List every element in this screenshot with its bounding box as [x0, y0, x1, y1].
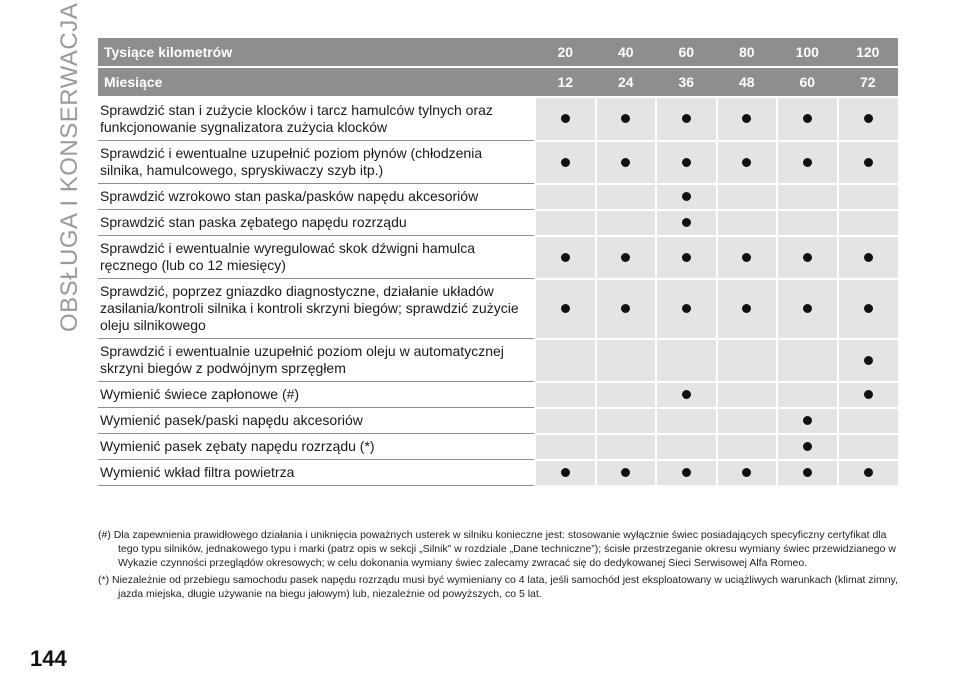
- header-km-label: Tysiące kilometrów: [98, 38, 535, 67]
- scheduled-dot-icon: [864, 253, 873, 262]
- interval-cell: [777, 339, 838, 382]
- interval-cell: [535, 339, 596, 382]
- table-row: [98, 184, 898, 210]
- interval-cell: [717, 236, 778, 279]
- header-row-months: [98, 67, 898, 97]
- scheduled-dot-icon: [621, 158, 630, 167]
- interval-cell: [535, 434, 596, 460]
- scheduled-dot-icon: [803, 442, 812, 451]
- interval-cell: [777, 141, 838, 184]
- section-side-title: [52, 2, 88, 332]
- task-description: Sprawdzić wzrokowo stan paska/pasków napędu akcesoriów: [98, 184, 535, 210]
- table-row: [98, 460, 898, 486]
- task-description: Wymienić pasek zębaty napędu rozrządu (*): [98, 434, 535, 460]
- maintenance-schedule-table: [98, 38, 898, 487]
- scheduled-dot-icon: [682, 468, 691, 477]
- table-row: [98, 382, 898, 408]
- interval-cell: [596, 141, 657, 184]
- interval-cell: [535, 460, 596, 486]
- interval-cell: [717, 141, 778, 184]
- interval-cell: [656, 236, 717, 279]
- header-km-cell: 60: [656, 38, 717, 67]
- scheduled-dot-icon: [561, 304, 570, 313]
- scheduled-dot-icon: [682, 192, 691, 201]
- interval-cell: [838, 279, 899, 339]
- interval-cell: [838, 408, 899, 434]
- interval-cell: [777, 434, 838, 460]
- scheduled-dot-icon: [803, 304, 812, 313]
- interval-cell: [717, 97, 778, 141]
- header-km-cell: 40: [596, 38, 657, 67]
- interval-cell: [717, 434, 778, 460]
- scheduled-dot-icon: [682, 158, 691, 167]
- footnotes: [98, 528, 898, 604]
- interval-cell: [535, 408, 596, 434]
- header-months-cell: 72: [838, 67, 899, 97]
- interval-cell: [596, 382, 657, 408]
- scheduled-dot-icon: [864, 390, 873, 399]
- scheduled-dot-icon: [803, 416, 812, 425]
- scheduled-dot-icon: [682, 114, 691, 123]
- interval-cell: [717, 460, 778, 486]
- scheduled-dot-icon: [621, 304, 630, 313]
- interval-cell: [535, 97, 596, 141]
- scheduled-dot-icon: [803, 158, 812, 167]
- interval-cell: [596, 210, 657, 236]
- footnote-spark-plugs: (#) Dla zapewnienia prawidłowego działania i uniknięcia poważnych usterek w silniku konieczne jest: stosowanie wyłącznie świec posiadających specyficzny certyfikat dla tego typu silników, jednakowego typu i marki (patrz opis w sekcji „Silnik” w rozdziale „Dane techniczne”); ścisłe przestrzeganie okresu wymiany świec przewidzianego w Wykazie czynności przeglądów okresowych; w celu dokonania wymiany świec zalecamy zwracać się do dedykowanej Sieci Serwisowej Alfa Romeo.: [98, 529, 896, 569]
- schedule-body: [98, 97, 898, 486]
- scheduled-dot-icon: [742, 304, 751, 313]
- interval-cell: [838, 339, 899, 382]
- task-description: Sprawdzić i ewentualnie uzupełnić poziom oleju w automatycznej skrzyni biegów z podwójnym sprzęgłem: [98, 339, 535, 382]
- table-row: [98, 279, 898, 339]
- table-row: [98, 210, 898, 236]
- scheduled-dot-icon: [803, 253, 812, 262]
- interval-cell: [656, 434, 717, 460]
- interval-cell: [838, 141, 899, 184]
- header-km-cell: 120: [838, 38, 899, 67]
- footnote-timing-belt: (*) Niezależnie od przebiegu samochodu pasek napędu rozrządu musi być wymieniany co 4 lata, jeśli samochód jest eksploatowany w uciążliwych warunkach (klimat zimny, jazda miejska, długie używanie na biegu jałowym) lub, niezależnie od powyższych, co 5 lat.: [98, 574, 898, 600]
- task-description: Sprawdzić i ewentualne uzupełnić poziom płynów (chłodzenia silnika, hamulcowego, spryskiwaczy szyb itp.): [98, 141, 535, 184]
- table-row: [98, 408, 898, 434]
- table-row: [98, 97, 898, 141]
- interval-cell: [535, 382, 596, 408]
- scheduled-dot-icon: [561, 253, 570, 262]
- scheduled-dot-icon: [864, 356, 873, 365]
- interval-cell: [717, 210, 778, 236]
- header-row-km: [98, 38, 898, 67]
- header-km-cell: 80: [717, 38, 778, 67]
- scheduled-dot-icon: [621, 114, 630, 123]
- header-km-cell: 100: [777, 38, 838, 67]
- header-months-cell: 48: [717, 67, 778, 97]
- interval-cell: [535, 279, 596, 339]
- interval-cell: [717, 279, 778, 339]
- interval-cell: [656, 141, 717, 184]
- interval-cell: [717, 339, 778, 382]
- table-row: [98, 141, 898, 184]
- interval-cell: [656, 460, 717, 486]
- interval-cell: [535, 141, 596, 184]
- interval-cell: [838, 184, 899, 210]
- table-row: [98, 236, 898, 279]
- interval-cell: [596, 408, 657, 434]
- interval-cell: [596, 97, 657, 141]
- interval-cell: [656, 279, 717, 339]
- header-months-cell: 24: [596, 67, 657, 97]
- interval-cell: [717, 408, 778, 434]
- interval-cell: [838, 210, 899, 236]
- scheduled-dot-icon: [561, 114, 570, 123]
- task-description: Sprawdzić i ewentualnie wyregulować skok dźwigni hamulca ręcznego (lub co 12 miesięcy): [98, 236, 535, 279]
- task-description: Sprawdzić, poprzez gniazdko diagnostyczne, działanie układów zasilania/kontroli silnika i kontroli skrzyni biegów; sprawdzić zużycie oleju silnikowego: [98, 279, 535, 339]
- scheduled-dot-icon: [742, 253, 751, 262]
- interval-cell: [717, 184, 778, 210]
- header-months-cell: 60: [777, 67, 838, 97]
- interval-cell: [596, 460, 657, 486]
- scheduled-dot-icon: [742, 158, 751, 167]
- interval-cell: [656, 339, 717, 382]
- scheduled-dot-icon: [803, 468, 812, 477]
- scheduled-dot-icon: [682, 218, 691, 227]
- interval-cell: [656, 408, 717, 434]
- interval-cell: [777, 184, 838, 210]
- interval-cell: [838, 460, 899, 486]
- scheduled-dot-icon: [864, 158, 873, 167]
- task-description: Sprawdzić stan i zużycie klocków i tarcz hamulców tylnych oraz funkcjonowanie sygnalizatora zużycia klocków: [98, 97, 535, 141]
- scheduled-dot-icon: [561, 158, 570, 167]
- interval-cell: [656, 184, 717, 210]
- interval-cell: [596, 279, 657, 339]
- task-description: Wymienić świece zapłonowe (#): [98, 382, 535, 408]
- interval-cell: [656, 210, 717, 236]
- interval-cell: [596, 184, 657, 210]
- scheduled-dot-icon: [682, 253, 691, 262]
- scheduled-dot-icon: [864, 114, 873, 123]
- interval-cell: [838, 382, 899, 408]
- interval-cell: [656, 382, 717, 408]
- scheduled-dot-icon: [742, 468, 751, 477]
- scheduled-dot-icon: [561, 468, 570, 477]
- scheduled-dot-icon: [621, 468, 630, 477]
- task-description: Wymienić wkład filtra powietrza: [98, 460, 535, 486]
- scheduled-dot-icon: [864, 468, 873, 477]
- task-description: Sprawdzić stan paska zębatego napędu rozrządu: [98, 210, 535, 236]
- interval-cell: [838, 236, 899, 279]
- interval-cell: [596, 236, 657, 279]
- scheduled-dot-icon: [803, 114, 812, 123]
- header-months-cell: 12: [535, 67, 596, 97]
- header-months-cell: 36: [656, 67, 717, 97]
- scheduled-dot-icon: [742, 114, 751, 123]
- interval-cell: [777, 97, 838, 141]
- page-number: 144: [30, 646, 67, 671]
- interval-cell: [777, 382, 838, 408]
- interval-cell: [535, 236, 596, 279]
- interval-cell: [596, 434, 657, 460]
- interval-cell: [535, 184, 596, 210]
- interval-cell: [777, 279, 838, 339]
- scheduled-dot-icon: [682, 304, 691, 313]
- interval-cell: [535, 210, 596, 236]
- header-km-cell: 20: [535, 38, 596, 67]
- scheduled-dot-icon: [621, 253, 630, 262]
- interval-cell: [838, 97, 899, 141]
- interval-cell: [777, 408, 838, 434]
- interval-cell: [777, 236, 838, 279]
- scheduled-dot-icon: [864, 304, 873, 313]
- task-description: Wymienić pasek/paski napędu akcesoriów: [98, 408, 535, 434]
- interval-cell: [656, 97, 717, 141]
- interval-cell: [596, 339, 657, 382]
- interval-cell: [777, 460, 838, 486]
- interval-cell: [777, 210, 838, 236]
- section-title-text: OBSŁUGA I KONSERWACJA: [56, 2, 83, 332]
- header-months-label: Miesiące: [98, 67, 535, 97]
- table-row: [98, 339, 898, 382]
- scheduled-dot-icon: [682, 390, 691, 399]
- table-row: [98, 434, 898, 460]
- interval-cell: [838, 434, 899, 460]
- interval-cell: [717, 382, 778, 408]
